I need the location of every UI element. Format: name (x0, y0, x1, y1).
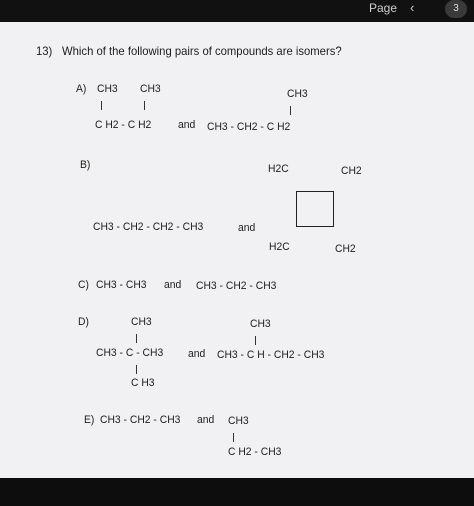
conjunction: and (188, 348, 206, 360)
formula-text: H2C (269, 241, 290, 253)
viewer-toolbar (0, 0, 474, 22)
page-label: Page (369, 1, 398, 15)
conjunction: and (197, 414, 215, 426)
document-page (0, 22, 474, 478)
formula-text: CH3 - CH3 (96, 279, 147, 291)
formula-text: C H2 - CH3 (228, 446, 282, 458)
formula-text: CH3 (287, 88, 308, 100)
formula-text: C H2 - C H2 (95, 119, 152, 131)
conjunction: and (164, 279, 182, 291)
bond-line (255, 336, 256, 345)
formula-text: CH3 - C - CH3 (96, 347, 164, 359)
formula-text: CH3 (228, 415, 249, 427)
conjunction: and (178, 119, 196, 131)
bottom-edge (0, 478, 474, 506)
formula-text: CH2 (341, 165, 362, 177)
page-number-badge[interactable]: 3 (445, 0, 467, 18)
option-letter: D) (78, 316, 89, 328)
formula-text: CH3 - CH2 - CH2 - CH3 (93, 221, 204, 233)
formula-text: CH3 (97, 83, 118, 95)
bond-line (136, 334, 137, 343)
option-letter: A) (76, 83, 87, 95)
option-letter: B) (80, 159, 91, 171)
bond-line (233, 433, 234, 442)
conjunction: and (238, 222, 256, 234)
cyclobutane-ring (296, 191, 334, 227)
formula-text: CH3 (131, 316, 152, 328)
formula-text: CH3 (250, 318, 271, 330)
option-letter: C) (78, 279, 89, 291)
question-number: 13) (36, 44, 53, 58)
question-text: Which of the following pairs of compounds are isomers? (62, 44, 342, 58)
bond-line (136, 365, 137, 374)
formula-text: C H3 (131, 377, 155, 389)
formula-text: CH3 (140, 83, 161, 95)
formula-text: H2C (268, 163, 289, 175)
formula-text: CH3 - CH2 - CH3 (196, 280, 277, 292)
chevron-left-icon[interactable]: ‹ (410, 0, 415, 15)
bond-line (101, 101, 102, 110)
formula-text: CH2 (335, 243, 356, 255)
formula-text: CH3 - CH2 - CH3 (100, 414, 181, 426)
option-letter: E) (84, 414, 95, 426)
bond-line (144, 101, 145, 110)
formula-text: CH3 - CH2 - C H2 (207, 121, 291, 133)
bond-line (290, 106, 291, 115)
formula-text: CH3 - C H - CH2 - CH3 (217, 349, 325, 361)
